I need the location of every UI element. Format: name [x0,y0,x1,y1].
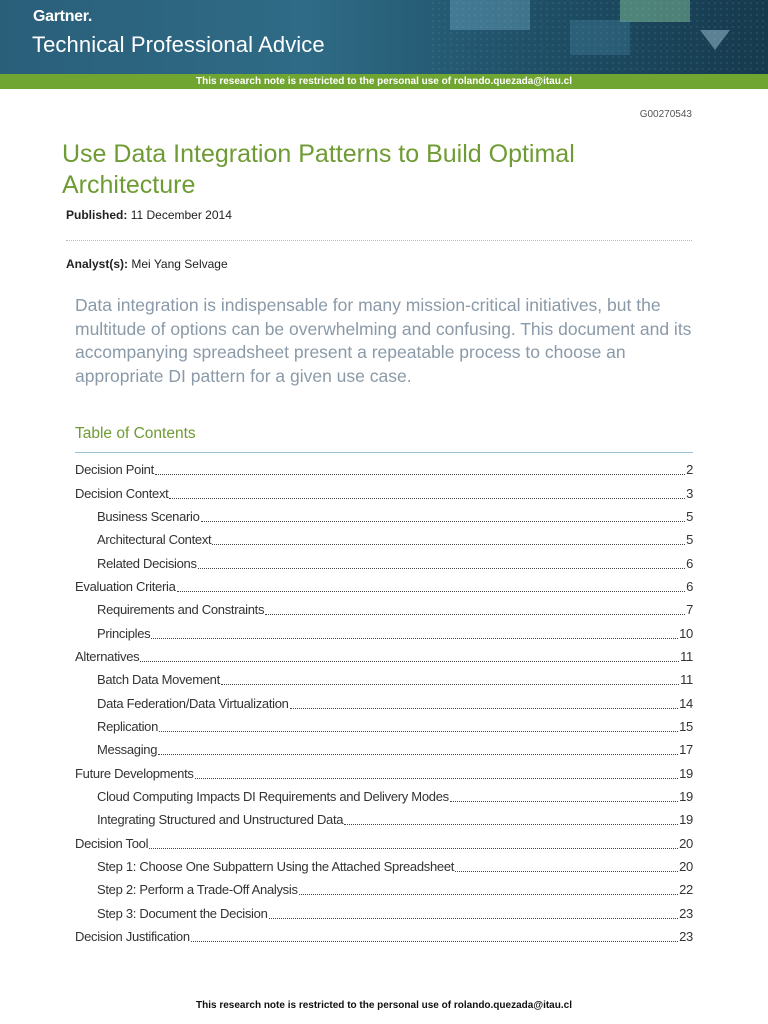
toc-entry-page: 15 [679,718,693,734]
toc-entry[interactable] [75,505,693,528]
toc-entry-title: Step 1: Choose One Subpattern Using the Attached Spreadsheet [97,859,455,875]
toc-entry-page: 7 [686,602,693,618]
toc-leader-dots [177,591,686,592]
toc-entry[interactable] [75,738,693,761]
toc-entry-page: 20 [679,859,693,875]
toc-entry[interactable] [75,785,693,808]
toc-entry[interactable] [75,481,693,504]
toc-entry-page: 5 [686,508,693,524]
toc-entry[interactable] [75,902,693,925]
toc-entry[interactable] [75,621,693,644]
document-id: G00270543 [639,109,692,120]
toc-entry-page: 6 [686,555,693,571]
toc-entry-page: 17 [679,742,693,758]
toc-leader-dots [149,848,678,849]
gartner-logo: Gartner. [33,8,92,25]
toc-entry-title: Decision Tool [75,835,149,851]
toc-entry[interactable] [75,528,693,551]
toc-leader-dots [158,754,678,755]
toc-entry-page: 20 [679,835,693,851]
toc-entry-title: Principles [97,625,151,641]
banner-graphic [430,0,768,74]
toc-heading: Table of Contents [75,425,196,442]
toc-entry[interactable] [75,458,693,481]
toc-entry-page: 6 [686,578,693,594]
toc-entry-page: 11 [680,648,693,664]
toc-entry-title: Future Developments [75,765,194,781]
toc-entry-title: Batch Data Movement [97,672,220,688]
toc-entry-page: 23 [679,905,693,921]
table-of-contents [75,458,693,948]
toc-entry[interactable] [75,645,693,668]
toc-leader-dots [455,871,678,872]
toc-entry-title: Requirements and Constraints [97,602,265,618]
document-title: Use Data Integration Patterns to Build Optimal Architecture [62,140,575,199]
footer-restriction: This research note is restricted to the personal use of rolando.quezada@itau.cl [196,1000,572,1011]
toc-entry-title: Related Decisions [97,555,197,571]
toc-entry[interactable] [75,832,693,855]
toc-entry-title: Messaging [97,742,158,758]
toc-entry[interactable] [75,598,693,621]
toc-leader-dots [151,638,678,639]
toc-entry[interactable] [75,925,693,948]
toc-entry[interactable] [75,551,693,574]
toc-entry-page: 5 [686,532,693,548]
toc-entry-title: Replication [97,718,159,734]
toc-entry-page: 10 [679,625,693,641]
toc-leader-dots [344,824,678,825]
toc-leader-dots [265,614,685,615]
toc-entry-title: Step 3: Document the Decision [97,905,268,921]
toc-entry-title: Data Federation/Data Virtualization [97,695,289,711]
toc-entry[interactable] [75,668,693,691]
toc-entry-page: 2 [686,462,693,478]
toc-entry-title: Integrating Structured and Unstructured Data [97,812,344,828]
analysts-names: Mei Yang Selvage [131,257,228,271]
toc-entry-title: Business Scenario [97,508,200,524]
toc-entry-title: Architectural Context [97,532,212,548]
toc-leader-dots [169,498,685,499]
toc-entry-title: Decision Point [75,462,154,478]
toc-leader-dots [155,474,685,475]
toc-entry-page: 22 [679,882,693,898]
toc-leader-dots [201,521,685,522]
toc-entry[interactable] [75,808,693,831]
toc-entry[interactable] [75,715,693,738]
published-line [66,208,232,222]
banner-subtitle: Technical Professional Advice [32,32,325,57]
toc-leader-dots [159,731,678,732]
toc-entry-title: Cloud Computing Impacts DI Requirements and Delivery Modes [97,788,449,804]
toc-entry-page: 11 [680,672,693,688]
toc-entry-title: Step 2: Perform a Trade-Off Analysis [97,882,298,898]
toc-entry-page: 19 [679,765,693,781]
toc-entry-title: Decision Justification [75,929,190,945]
toc-leader-dots [195,778,679,779]
toc-entry-title: Evaluation Criteria [75,578,176,594]
published-date: 11 December 2014 [130,208,232,222]
toc-entry[interactable] [75,761,693,784]
header-banner [0,0,768,74]
toc-entry[interactable] [75,575,693,598]
toc-leader-dots [140,661,679,662]
toc-leader-dots [221,684,679,685]
toc-entry[interactable] [75,878,693,901]
toc-entry-page: 19 [679,788,693,804]
toc-leader-dots [212,544,685,545]
toc-leader-dots [299,894,678,895]
toc-entry-title: Decision Context [75,485,169,501]
toc-leader-dots [450,801,678,802]
analysts-label: Analyst(s): [66,257,129,271]
toc-leader-dots [198,568,685,569]
toc-entry-page: 19 [679,812,693,828]
toc-divider [75,452,693,453]
toc-leader-dots [290,708,679,709]
published-label: Published: [66,208,128,222]
restriction-banner: This research note is restricted to the personal use of rolando.quezada@itau.cl [0,74,768,89]
toc-entry-page: 14 [679,695,693,711]
divider [66,240,692,241]
toc-entry-page: 23 [679,929,693,945]
analysts-line [66,257,228,271]
toc-entry[interactable] [75,855,693,878]
toc-leader-dots [269,918,679,919]
toc-leader-dots [191,941,678,942]
document-summary: Data integration is indispensable for many mission-critical initiatives, but the multitude of options can be overwhelming and confusing. This document and its accompanying spreadsheet present a repeatable process to choose an appropriate DI pattern for a given use case. [75,295,692,386]
toc-entry-page: 3 [686,485,693,501]
toc-entry-title: Alternatives [75,648,140,664]
toc-entry[interactable] [75,691,693,714]
